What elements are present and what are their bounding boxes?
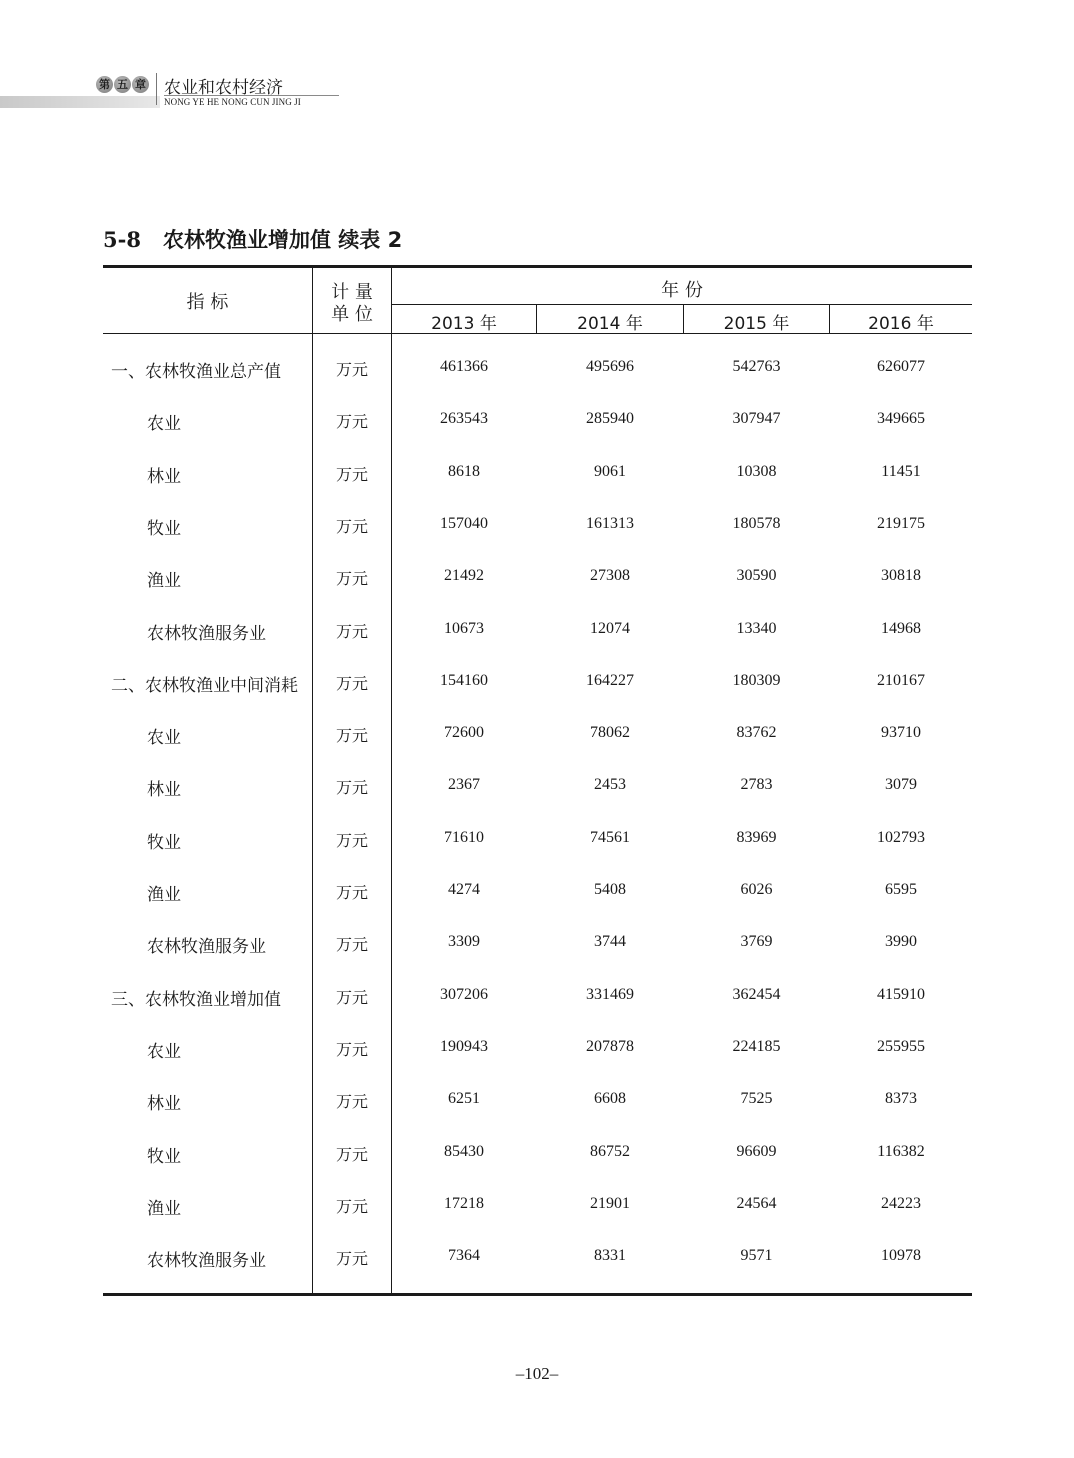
row-value: 74561 bbox=[590, 828, 630, 846]
row-value: 461366 bbox=[440, 358, 488, 375]
row-unit: 万元 bbox=[335, 1196, 368, 1216]
row-value: 157040 bbox=[440, 514, 488, 532]
row-value: 2783 bbox=[740, 776, 773, 794]
row-value: 307947 bbox=[732, 410, 781, 428]
table-row bbox=[0, 514, 1074, 566]
row-label: 林业 bbox=[147, 466, 181, 487]
row-unit: 万元 bbox=[335, 516, 368, 536]
header-divider bbox=[156, 73, 157, 105]
table-number: 5-8 bbox=[103, 227, 141, 252]
row-value: 190943 bbox=[440, 1037, 488, 1055]
row-value: 7525 bbox=[740, 1090, 773, 1108]
chapter-pinyin: NONG YE HE NONG CUN JING JI bbox=[164, 97, 301, 107]
table-top-rule bbox=[103, 265, 972, 268]
row-value: 542763 bbox=[732, 358, 781, 375]
row-unit: 万元 bbox=[335, 673, 368, 693]
row-value: 3769 bbox=[740, 933, 773, 951]
row-value: 2367 bbox=[448, 776, 480, 794]
row-label: 农林牧渔服务业 bbox=[147, 1251, 266, 1272]
row-value: 263543 bbox=[440, 410, 488, 428]
row-value: 415910 bbox=[877, 985, 925, 1003]
row-unit: 万元 bbox=[335, 1144, 368, 1164]
row-label: 林业 bbox=[147, 780, 181, 801]
row-value: 3309 bbox=[448, 933, 480, 951]
year-header-rule bbox=[392, 304, 972, 305]
row-unit: 万元 bbox=[335, 621, 368, 641]
chapter-badge bbox=[96, 76, 149, 93]
row-value: 9061 bbox=[594, 462, 626, 480]
row-unit: 万元 bbox=[335, 1039, 368, 1059]
table-row bbox=[0, 723, 1074, 775]
row-value: 116382 bbox=[877, 1142, 925, 1160]
table-row bbox=[0, 1037, 1074, 1089]
row-value: 17218 bbox=[444, 1194, 484, 1212]
row-value: 9571 bbox=[740, 1247, 773, 1265]
row-value: 2453 bbox=[594, 776, 626, 794]
row-value: 154160 bbox=[440, 671, 488, 689]
table-row bbox=[0, 932, 1074, 984]
row-unit: 万元 bbox=[335, 935, 368, 955]
row-value: 21901 bbox=[590, 1194, 630, 1212]
row-label: 一、农林牧渔业总产值 bbox=[111, 362, 281, 382]
table-row bbox=[0, 619, 1074, 671]
table-row bbox=[0, 1246, 1074, 1298]
header-rule bbox=[164, 95, 339, 96]
header-unit-line2: 单 位 bbox=[331, 304, 373, 325]
row-value: 3079 bbox=[885, 776, 917, 794]
table-row bbox=[0, 671, 1074, 723]
table-row bbox=[0, 566, 1074, 618]
chapter-badge-char: 五 bbox=[114, 76, 131, 93]
row-value: 161313 bbox=[586, 514, 634, 532]
row-unit: 万元 bbox=[335, 883, 368, 902]
table-row bbox=[0, 775, 1074, 827]
row-value: 30590 bbox=[736, 567, 777, 585]
row-value: 7364 bbox=[448, 1247, 480, 1265]
chapter-badge-char: 章 bbox=[132, 76, 149, 93]
row-value: 180309 bbox=[732, 671, 781, 689]
row-value: 307206 bbox=[440, 985, 488, 1003]
row-unit: 万元 bbox=[335, 412, 368, 432]
header-decor-bar bbox=[0, 96, 160, 108]
table-row bbox=[0, 1089, 1074, 1141]
row-value: 10978 bbox=[881, 1247, 921, 1265]
row-value: 8331 bbox=[594, 1247, 626, 1265]
row-value: 255955 bbox=[877, 1037, 925, 1055]
row-label: 农林牧渔服务业 bbox=[147, 623, 266, 644]
row-value: 210167 bbox=[877, 671, 925, 689]
row-value: 6595 bbox=[885, 881, 917, 898]
row-value: 219175 bbox=[877, 514, 925, 532]
row-value: 285940 bbox=[586, 410, 634, 428]
table-row bbox=[0, 462, 1074, 514]
row-value: 8373 bbox=[885, 1090, 917, 1108]
header-unit bbox=[313, 282, 391, 326]
row-label: 渔业 bbox=[147, 1198, 181, 1219]
row-value: 102793 bbox=[877, 828, 925, 846]
row-value: 93710 bbox=[881, 724, 921, 742]
row-value: 3990 bbox=[885, 933, 917, 951]
row-unit: 万元 bbox=[335, 778, 368, 798]
row-value: 5408 bbox=[594, 881, 626, 898]
row-value: 83762 bbox=[736, 724, 777, 742]
table-row bbox=[0, 985, 1074, 1037]
table-title-text: 农林牧渔业增加值 续表 2 bbox=[162, 228, 403, 252]
row-value: 86752 bbox=[590, 1142, 630, 1160]
row-label: 牧业 bbox=[147, 832, 181, 853]
header-year-2014: 2014 年 bbox=[577, 314, 643, 334]
row-label: 农业 bbox=[147, 414, 181, 435]
row-value: 224185 bbox=[732, 1037, 781, 1055]
row-label: 牧业 bbox=[147, 1146, 181, 1167]
row-unit: 万元 bbox=[335, 360, 368, 379]
row-value: 12074 bbox=[590, 619, 630, 637]
row-unit: 万元 bbox=[335, 464, 368, 484]
row-label: 农业 bbox=[147, 728, 181, 749]
row-value: 13340 bbox=[736, 619, 777, 637]
table-row bbox=[0, 1194, 1074, 1246]
row-value: 85430 bbox=[444, 1142, 484, 1160]
chapter-badge-char: 第 bbox=[96, 76, 113, 93]
row-value: 11451 bbox=[881, 462, 921, 480]
row-value: 626077 bbox=[877, 358, 925, 375]
row-value: 3744 bbox=[594, 933, 626, 951]
row-value: 71610 bbox=[444, 828, 484, 846]
header-year: 年 份 bbox=[661, 280, 703, 301]
table-row bbox=[0, 880, 1074, 932]
row-value: 349665 bbox=[877, 410, 925, 428]
row-value: 6608 bbox=[594, 1090, 626, 1108]
row-value: 207878 bbox=[586, 1037, 634, 1055]
row-value: 331469 bbox=[586, 985, 634, 1003]
row-value: 14968 bbox=[881, 619, 921, 637]
row-value: 6026 bbox=[740, 881, 773, 898]
row-value: 495696 bbox=[586, 358, 634, 375]
row-value: 72600 bbox=[444, 724, 484, 742]
row-value: 10673 bbox=[444, 619, 484, 637]
row-label: 农业 bbox=[147, 1041, 181, 1062]
header-year-2016: 2016 年 bbox=[868, 314, 934, 334]
row-unit: 万元 bbox=[335, 1092, 368, 1112]
page-number: –102– bbox=[515, 1364, 559, 1383]
table-row bbox=[0, 1142, 1074, 1194]
row-value: 24223 bbox=[881, 1194, 921, 1212]
header-indicator: 指 标 bbox=[186, 292, 229, 313]
chapter-title: 农业和农村经济 bbox=[164, 78, 283, 98]
table-row bbox=[0, 409, 1074, 461]
row-value: 78062 bbox=[590, 724, 630, 742]
row-label: 牧业 bbox=[147, 518, 181, 539]
row-value: 27308 bbox=[590, 567, 630, 585]
row-value: 21492 bbox=[444, 567, 484, 585]
table-row bbox=[0, 828, 1074, 880]
table-row bbox=[0, 357, 1074, 409]
row-value: 6251 bbox=[448, 1090, 480, 1108]
row-value: 30818 bbox=[881, 567, 921, 585]
table-title bbox=[103, 224, 402, 254]
row-value: 10308 bbox=[736, 462, 777, 480]
row-unit: 万元 bbox=[335, 569, 368, 589]
row-value: 24564 bbox=[736, 1194, 777, 1212]
row-value: 8618 bbox=[448, 462, 480, 480]
row-value: 180578 bbox=[732, 514, 781, 532]
header-year-2015: 2015 年 bbox=[723, 314, 790, 334]
row-unit: 万元 bbox=[335, 1249, 368, 1269]
row-unit: 万元 bbox=[335, 830, 368, 850]
row-value: 96609 bbox=[736, 1142, 777, 1160]
header-year-2013: 2013 年 bbox=[431, 314, 497, 334]
row-label: 渔业 bbox=[147, 885, 181, 905]
row-label: 三、农林牧渔业增加值 bbox=[111, 989, 281, 1010]
row-unit: 万元 bbox=[335, 726, 368, 746]
row-label: 农林牧渔服务业 bbox=[147, 937, 266, 958]
row-value: 83969 bbox=[736, 828, 777, 846]
row-value: 4274 bbox=[448, 881, 480, 898]
row-label: 二、农林牧渔业中间消耗 bbox=[111, 675, 298, 696]
row-label: 林业 bbox=[147, 1094, 181, 1115]
row-value: 362454 bbox=[732, 985, 781, 1003]
header-unit-line1: 计 量 bbox=[331, 282, 373, 303]
row-value: 164227 bbox=[586, 671, 634, 689]
row-unit: 万元 bbox=[335, 987, 368, 1007]
row-label: 渔业 bbox=[147, 571, 181, 592]
